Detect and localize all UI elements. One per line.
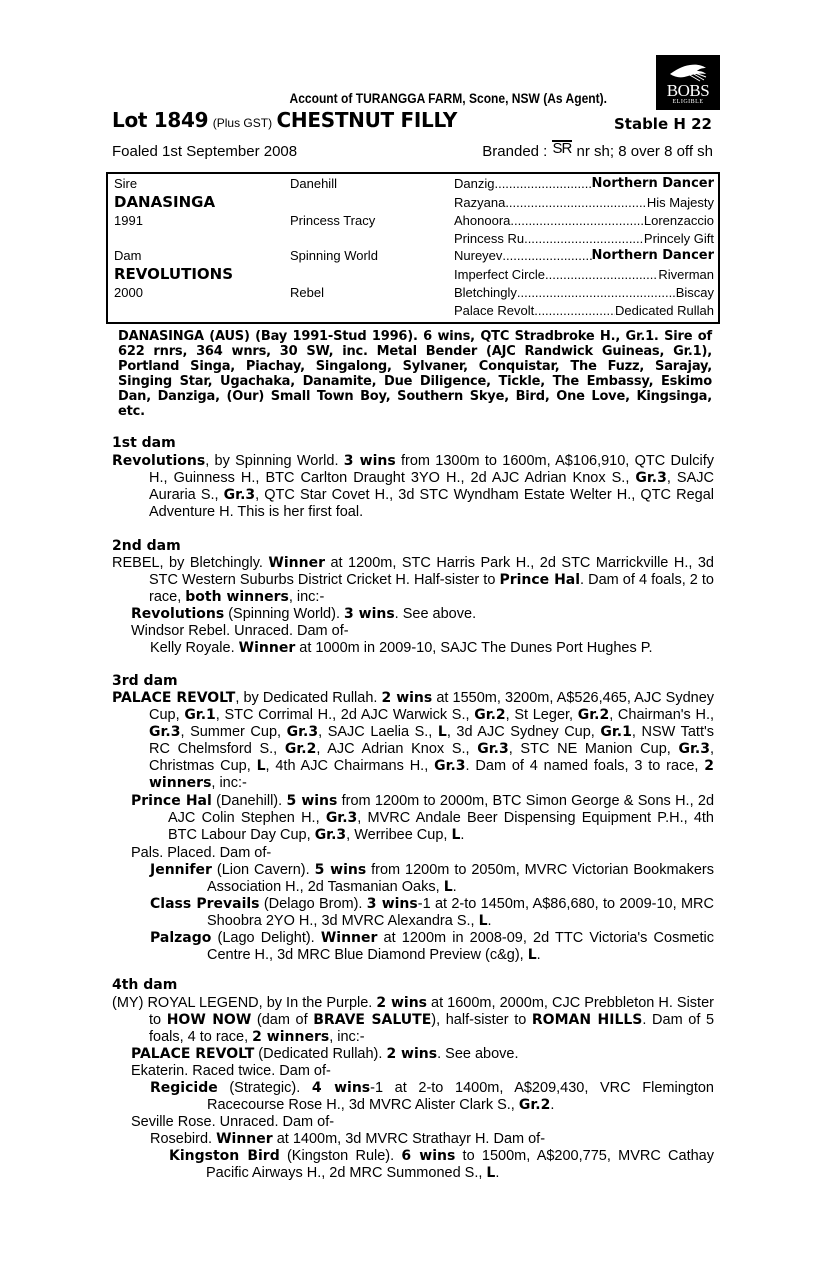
body-text: , Chairman's H., (609, 707, 714, 723)
pedigree-entry (150, 930, 714, 964)
pedigree-entry (131, 1063, 714, 1080)
gen3-sire: His Majesty (646, 195, 714, 210)
emphasis-text: Kingston Bird (169, 1148, 280, 1164)
emphasis-text: Gr.3 (314, 827, 347, 843)
body-text: -1 at 2-to 1400m, A$209,430, VRC Flemington Racecourse Rose H., 3d MVRC Alister Clark S., (207, 1080, 714, 1113)
pedigree-entry (112, 690, 714, 792)
body-text: at 1600m, 2000m, CJC Prebbleton H. Sister to (149, 995, 714, 1028)
body-text: (Spinning World). (224, 606, 345, 622)
emphasis-text: 3 wins (343, 453, 396, 469)
dam-year: 2000 (114, 285, 143, 300)
gen3-row (454, 266, 714, 284)
emphasis-text: Gr.3 (477, 741, 509, 757)
pedigree-entry (150, 640, 714, 657)
emphasis-text: Jennifer (150, 862, 212, 878)
emphasis-text: BRAVE SALUTE (313, 1012, 432, 1028)
sire-label: Sire (114, 176, 138, 191)
emphasis-text: Gr.3 (434, 758, 466, 774)
pedigree-entry (131, 606, 714, 623)
pedigree-entry (150, 862, 714, 896)
gen3-name: Razyana (454, 195, 506, 210)
emphasis-text: both winners (185, 589, 289, 605)
pedigree-entry (150, 1080, 714, 1114)
gen3-name: Nureyev (454, 248, 503, 263)
emphasis-text: Gr.2 (577, 707, 610, 723)
plus-gst-note: (Plus GST) (212, 116, 273, 130)
emphasis-text: Gr.3 (149, 724, 181, 740)
gen3-sire: Lorenzaccio (643, 213, 714, 228)
gen3-row (454, 212, 714, 230)
emphasis-text: Gr.2 (518, 1097, 551, 1113)
leader-dots (534, 302, 615, 320)
body-text: . See above. (394, 606, 477, 622)
body-text: to 1500m, A$200,775, MVRC Cathay Pacific Airways H., 2d MRC Summoned S., (206, 1148, 714, 1181)
emphasis-text: Gr.3 (678, 741, 710, 757)
emphasis-text: 5 wins (286, 793, 338, 809)
body-text: (Danehill). (211, 793, 287, 809)
emphasis-text: Winner (320, 930, 378, 946)
gen3-name: Palace Revolt (454, 303, 535, 318)
pedigree-entry (112, 453, 714, 521)
vendor-account: Account of TURANGGA FARM, Scone, NSW (As Agent). (289, 90, 607, 106)
body-text: REBEL, by Bletchingly. (112, 555, 269, 571)
emphasis-text: Gr.1 (184, 707, 216, 723)
gen3-sire: Northern Dancer (591, 176, 714, 191)
gen3-name: Princess Ru (454, 231, 525, 246)
body-text: Seville Rose. Unraced. Dam of- (131, 1114, 335, 1130)
gen3-sire: Dedicated Rullah (614, 303, 714, 318)
emphasis-text: Gr.3 (635, 470, 667, 486)
gen3-row (454, 175, 714, 193)
emphasis-text: Revolutions (131, 606, 225, 622)
body-text: at 1200m in 2008-09, 2d TTC Victoria's Cosmetic Centre H., 3d MRC Blue Diamond Preview (c&g), (207, 930, 714, 963)
lot-number: Lot 1849 (112, 108, 209, 132)
body-text: . (487, 913, 492, 929)
emphasis-text: 6 wins (401, 1148, 456, 1164)
emphasis-text: Class Prevails (150, 896, 260, 912)
emphasis-text: Gr.3 (325, 810, 358, 826)
pedigree-table (106, 172, 720, 324)
body-text: , STC Corrimal H., 2d AJC Warwick S., (215, 707, 475, 723)
logo-subtext: ELIGIBLE (672, 99, 704, 105)
emphasis-text: L (256, 758, 266, 774)
emphasis-text: L (527, 947, 537, 963)
body-text: from 1200m to 2050m, MVRC Victorian Bookmakers Association H., 2d Tasmanian Oaks, (207, 862, 714, 895)
gen3-name: Bletchingly (454, 285, 517, 300)
branding-info (482, 140, 713, 160)
pedigree-entry (150, 896, 714, 930)
body-text: , QTC Star Covet H., 3d STC Wyndham Estate Welter H., QTC Regal Adventure H. This is her first foal. (149, 487, 714, 520)
sire-name: DANASINGA (114, 193, 216, 211)
foaled-date: Foaled 1st September 2008 (112, 143, 298, 160)
body-text: , Werribee Cup, (346, 827, 452, 843)
pedigree-entry (112, 995, 714, 1046)
emphasis-text: Gr.3 (223, 487, 256, 503)
body-text: at 1000m in 2009-10, SAJC The Dunes Port Hughes P. (295, 640, 653, 656)
body-text: (Lago Delight). (211, 930, 321, 946)
section-heading-3rd-dam: 3rd dam (112, 673, 178, 689)
body-text: at 1550m, 3200m, A$526,465, AJC Sydney Cup, (149, 690, 715, 723)
body-text: (Strategic). (217, 1080, 312, 1096)
horse-title: CHESTNUT FILLY (276, 108, 457, 132)
emphasis-text: Regicide (150, 1080, 218, 1096)
emphasis-text: L (478, 913, 488, 929)
body-text: , SAJC Laelia S., (318, 724, 438, 740)
gen3-sire: Riverman (658, 267, 714, 282)
body-text: , 4th AJC Chairmans H., (265, 758, 435, 774)
leader-dots (545, 266, 658, 284)
stable-location: Stable H 22 (613, 115, 712, 133)
gen3-row (454, 194, 714, 212)
leader-dots (505, 194, 647, 212)
emphasis-text: Palzago (150, 930, 212, 946)
gen3-name: Imperfect Circle (454, 267, 546, 282)
body-text: (MY) ROYAL LEGEND, by In the Purple. (112, 995, 377, 1011)
gen3-sire: Biscay (675, 285, 714, 300)
sire-year: 1991 (114, 213, 143, 228)
gen3-sire: Northern Dancer (591, 248, 714, 263)
body-text: at 1400m, 3d MVRC Strathayr H. Dam of- (272, 1131, 546, 1147)
bobs-eligible-logo (656, 55, 720, 110)
body-text: . (460, 827, 465, 843)
pedigree-entry (112, 555, 714, 606)
body-text: . (495, 1165, 500, 1181)
body-text: Ekaterin. Raced twice. Dam of- (131, 1063, 331, 1079)
gen3-row (454, 302, 714, 320)
branded-detail: nr sh; 8 over 8 off sh (576, 143, 713, 160)
emphasis-text: 2 wins (376, 995, 428, 1011)
leader-dots (510, 212, 644, 230)
dam-name: REVOLUTIONS (114, 265, 234, 283)
emphasis-text: Prince Hal (499, 572, 581, 588)
emphasis-text: 2 winners (149, 758, 714, 791)
body-text: at 1200m, STC Harris Park H., 2d STC Marrickville H., 3d STC Western Suburbs District Cricket H. Half-sister to (149, 555, 714, 588)
emphasis-text: Winner (216, 1131, 273, 1147)
body-text: , by Spinning World. (205, 453, 344, 469)
body-text: from 1300m to 1600m, A$106,910, QTC Dulcify H., Guinness H., BTC Carlton Draught 3YO H., 2d AJC Adrian Knox S., (149, 453, 715, 486)
body-text: . (536, 947, 541, 963)
section-heading-2nd-dam: 2nd dam (112, 538, 181, 554)
emphasis-text: Winner (238, 640, 296, 656)
body-text: (Dedicated Rullah). (254, 1046, 387, 1062)
section-heading-4th-dam: 4th dam (112, 977, 178, 993)
body-text: . See above. (437, 1046, 519, 1062)
body-text: , inc:- (329, 1029, 365, 1045)
emphasis-text: L (451, 827, 461, 843)
emphasis-text: L (437, 724, 447, 740)
body-text: Pals. Placed. Dam of- (131, 845, 272, 861)
gen3-name: Danzig (454, 176, 495, 191)
section-heading-1st-dam: 1st dam (112, 435, 176, 451)
body-text: Rosebird. (150, 1131, 217, 1147)
pedigree-entry (150, 1131, 714, 1148)
emphasis-text: 3 wins (366, 896, 418, 912)
emphasis-text: Winner (268, 555, 325, 571)
emphasis-text: 5 wins (314, 862, 367, 878)
pedigree-entry (131, 623, 714, 640)
emphasis-text: ROMAN HILLS (531, 1012, 643, 1028)
emphasis-text: 4 wins (311, 1080, 371, 1096)
emphasis-text: Gr.1 (600, 724, 632, 740)
body-text: Windsor Rebel. Unraced. Dam of- (131, 623, 349, 639)
branded-label: Branded : (482, 143, 548, 160)
emphasis-text: PALACE REVOLT (131, 1046, 255, 1062)
emphasis-text: Gr.3 (286, 724, 319, 740)
gen3-row (454, 247, 714, 265)
body-text: , Summer Cup, (180, 724, 287, 740)
body-text: , AJC Adrian Knox S., (316, 741, 478, 757)
body-text: , inc:- (211, 775, 247, 791)
emphasis-text: L (443, 879, 453, 895)
pedigree-entry (169, 1148, 714, 1182)
body-text: . Dam of 4 foals, 2 to race, (149, 572, 714, 605)
body-text: . Dam of 4 named foals, 3 to race, (465, 758, 705, 774)
lot-heading (112, 108, 718, 134)
body-text: , NSW Tatt's RC Chelmsford S., (149, 724, 714, 757)
logo-text: BOBS (666, 81, 710, 100)
body-text: from 1200m to 2000m, BTC Simon George & Sons H., 2d AJC Colin Stephen H., (168, 793, 715, 826)
dam-label: Dam (114, 248, 142, 263)
body-text: ), half-sister to (431, 1012, 532, 1028)
leader-dots (494, 175, 591, 193)
emphasis-text: Gr.2 (284, 741, 317, 757)
body-text: (dam of (251, 1012, 314, 1028)
granddam-paternal: Princess Tracy (290, 213, 376, 228)
gen3-row (454, 284, 714, 302)
emphasis-text: 2 winners (252, 1029, 330, 1045)
leader-dots (502, 247, 591, 265)
body-text: , 3d AJC Sydney Cup, (446, 724, 601, 740)
leader-dots (517, 284, 676, 302)
grandsire-maternal: Spinning World (290, 248, 378, 263)
emphasis-text: 3 wins (344, 606, 395, 622)
body-text: , STC NE Manion Cup, (508, 741, 679, 757)
gen3-sire: Princely Gift (643, 231, 714, 246)
pedigree-entry (131, 1046, 714, 1063)
grandsire-paternal: Danehill (290, 176, 337, 191)
emphasis-text: 2 wins (386, 1046, 438, 1062)
gen3-row (454, 230, 714, 248)
emphasis-text: L (486, 1165, 496, 1181)
granddam-maternal: Rebel (290, 285, 324, 300)
body-text: (Kingston Rule). (279, 1148, 402, 1164)
body-text: . Dam of 5 foals, 4 to race, (149, 1012, 715, 1045)
pedigree-entry (131, 845, 714, 862)
body-text: , MVRC Andale Beer Dispensing Equipment P.H., 4th BTC Labour Day Cup, (168, 810, 714, 843)
body-text: , inc:- (288, 589, 325, 605)
sire-summary: DANASINGA (AUS) (Bay 1991-Stud 1996). 6 wins, QTC Stradbroke H., Gr.1. Sire of 622 rnrs, 364 wnrs, 30 SW, inc. Metal Bender (AJC Randwick Guineas, Gr.1), Portland Singa, Piachay, Singalong, Sylvaner, Conquistar, The Fuzz, Sarajay, Singing Star, Ugachaka, Danamite, Due Diligence, Tickle, The Embassy, Eskimo Dan, Danziga, (Our) Small Town Boy, Southern Skye, Bird, One Love, Kingsinga, etc. (118, 329, 712, 419)
body-text: . (452, 879, 457, 895)
pedigree-entry (131, 1114, 714, 1131)
body-text: (Lion Cavern). (211, 862, 315, 878)
horse-head-icon (666, 60, 710, 82)
pedigree-entry (131, 793, 714, 844)
gen3-name: Ahonoora (454, 213, 511, 228)
body-text: . (550, 1097, 555, 1113)
body-text: , SAJC Auraria S., (149, 470, 714, 503)
body-text: Kelly Royale. (150, 640, 239, 656)
body-text: , Christmas Cup, (149, 741, 714, 774)
body-text: (Delago Brom). (259, 896, 367, 912)
brand-mark: SR (552, 140, 572, 157)
leader-dots (524, 230, 644, 248)
emphasis-text: HOW NOW (166, 1012, 252, 1028)
body-text: , by Dedicated Rullah. (235, 690, 382, 706)
emphasis-text: Revolutions (112, 453, 206, 469)
body-text: -1 at 2-to 1450m, A$86,680, to 2009-10, MRC Shoobra 2YO H., 3d MVRC Alexandra S., (207, 896, 714, 929)
emphasis-text: 2 wins (381, 690, 433, 706)
emphasis-text: Prince Hal (131, 793, 212, 809)
emphasis-text: Gr.2 (474, 707, 506, 723)
body-text: , St Leger, (505, 707, 578, 723)
emphasis-text: PALACE REVOLT (112, 690, 236, 706)
